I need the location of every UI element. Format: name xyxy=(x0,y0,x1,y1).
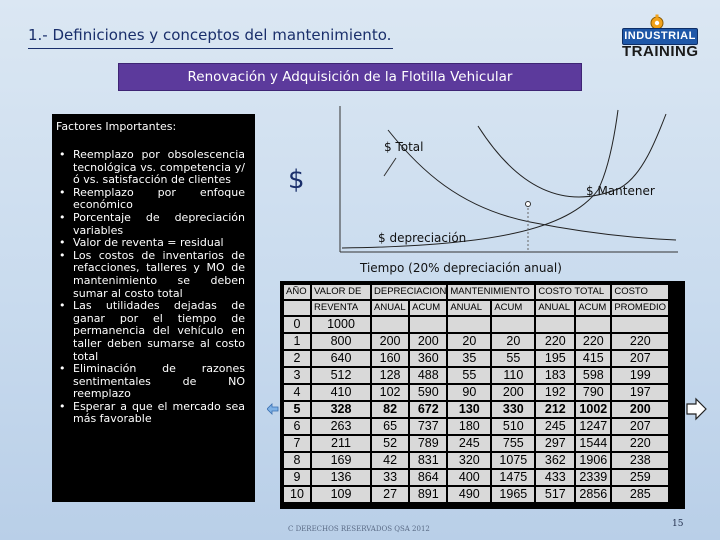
maintenance-curve xyxy=(342,110,618,248)
factor-item: • Eliminación de razones sentimentales de NO reemplazo xyxy=(59,362,245,401)
table-cell: 800 xyxy=(312,334,370,349)
table-subheader-cell: ANUAL xyxy=(372,301,408,315)
table-cell: 238 xyxy=(612,453,668,468)
table-cell: 410 xyxy=(312,385,370,400)
table-cell: 2339 xyxy=(576,470,610,485)
bullet-icon: • xyxy=(59,236,66,250)
table-cell: 245 xyxy=(448,436,490,451)
table-cell: 27 xyxy=(372,487,408,502)
table-cell: 200 xyxy=(372,334,408,349)
table-cell: 192 xyxy=(536,385,574,400)
table-header-cell: MANTENIMIENTO xyxy=(448,285,534,299)
industrial-training-logo xyxy=(618,14,699,60)
table-cell: 65 xyxy=(372,419,408,434)
table-cell: 55 xyxy=(448,368,490,383)
table-cell: 33 xyxy=(372,470,408,485)
table-cell: 512 xyxy=(312,368,370,383)
table-cell: 220 xyxy=(612,334,668,349)
bullet-icon: • xyxy=(59,248,66,262)
table-row xyxy=(284,368,668,383)
table-cell: 328 xyxy=(312,402,370,417)
table-cell: 136 xyxy=(312,470,370,485)
title-underline xyxy=(28,48,393,49)
table-cell: 3 xyxy=(284,368,310,383)
table-row xyxy=(284,419,668,434)
table-cell: 90 xyxy=(448,385,490,400)
table-cell: 297 xyxy=(536,436,574,451)
table-header-cell: AÑO xyxy=(284,285,310,299)
table-cell: 128 xyxy=(372,368,408,383)
table-cell: 4 xyxy=(284,385,310,400)
table-subheader-cell xyxy=(284,301,310,315)
table-cell xyxy=(448,317,490,332)
table-cell: 130 xyxy=(448,402,490,417)
table-cell: 517 xyxy=(536,487,574,502)
table-cell: 7 xyxy=(284,436,310,451)
table-cell: 1906 xyxy=(576,453,610,468)
table-cell: 263 xyxy=(312,419,370,434)
table-cell: 207 xyxy=(612,419,668,434)
section-subtitle: Renovación y Adquisición de la Flotilla Vehicular xyxy=(118,63,582,91)
table-cell: 433 xyxy=(536,470,574,485)
table-cell xyxy=(492,317,534,332)
factor-item: • Reemplazo por obsolescencia tecnológica vs. competencia y/ó vs. satisfacción de clientes xyxy=(59,148,245,187)
table-cell: 864 xyxy=(410,470,446,485)
table-subheader-cell: REVENTA xyxy=(312,301,370,315)
table-cell: 8 xyxy=(284,453,310,468)
table-cell: 320 xyxy=(448,453,490,468)
table-cell: 82 xyxy=(372,402,408,417)
table-cell: 35 xyxy=(448,351,490,366)
table-cell: 362 xyxy=(536,453,574,468)
table-header-row xyxy=(284,285,668,299)
table-subheader-cell: ACUM xyxy=(410,301,446,315)
table-cell: 42 xyxy=(372,453,408,468)
table-cell: 0 xyxy=(284,317,310,332)
table-cell: 1965 xyxy=(492,487,534,502)
table-header-cell: DEPRECIACION xyxy=(374,286,447,297)
table-cell xyxy=(576,317,610,332)
chart-label-mantener: $ Mantener xyxy=(586,184,655,198)
table-cell: 160 xyxy=(372,351,408,366)
table-cell: 510 xyxy=(492,419,534,434)
page-number: 15 xyxy=(672,519,684,529)
table-cell: 831 xyxy=(410,453,446,468)
table-cell xyxy=(612,317,668,332)
chart-xlabel: Tiempo (20% depreciación anual) xyxy=(360,261,562,275)
table-cell: 1000 xyxy=(312,317,370,332)
table-subheader-cell: PROMEDIO xyxy=(612,301,668,315)
table-row xyxy=(284,351,668,366)
table-cell: 197 xyxy=(612,385,668,400)
table-cell: 2 xyxy=(284,351,310,366)
table-cell: 1075 xyxy=(492,453,534,468)
table-cell: 790 xyxy=(576,385,610,400)
table-subheader-row xyxy=(284,301,668,315)
table-cell: 183 xyxy=(536,368,574,383)
table-cell: 207 xyxy=(612,351,668,366)
table-cell: 1247 xyxy=(576,419,610,434)
table-cell: 212 xyxy=(536,402,574,417)
table-cell: 200 xyxy=(612,402,668,417)
table-cell: 102 xyxy=(372,385,408,400)
table-cell: 10 xyxy=(284,487,310,502)
table-cell: 1544 xyxy=(576,436,610,451)
table-subheader-cell: ANUAL xyxy=(536,301,574,315)
logo-word: TRAINING xyxy=(622,43,699,60)
chart-label-total: $ Total xyxy=(384,140,424,154)
factor-item: • Las utilidades dejadas de ganar por el tiempo de permanencia del vehículo en taller deben sumarse al costo total xyxy=(59,299,245,363)
table-cell: 200 xyxy=(410,334,446,349)
table-cell: 180 xyxy=(448,419,490,434)
table-row xyxy=(284,487,668,502)
table-cell: 6 xyxy=(284,419,310,434)
table-cell: 52 xyxy=(372,436,408,451)
table-header-cell: VALOR DE xyxy=(312,285,370,299)
cost-curve-diagram xyxy=(280,100,680,278)
table-cell: 200 xyxy=(492,385,534,400)
table-cell: 400 xyxy=(448,470,490,485)
table-cell: 285 xyxy=(612,487,668,502)
bullet-icon: • xyxy=(59,362,66,376)
table-cell: 789 xyxy=(410,436,446,451)
table-cell: 109 xyxy=(312,487,370,502)
table-cell: 245 xyxy=(536,419,574,434)
table-cell: 640 xyxy=(312,351,370,366)
table-cell: 195 xyxy=(536,351,574,366)
bullet-icon: • xyxy=(59,399,66,413)
table-subheader-cell: ACUM xyxy=(576,301,610,315)
table-cell: 110 xyxy=(492,368,534,383)
chart-label-depreciacion: $ depreciación xyxy=(378,231,467,245)
table-cell: 199 xyxy=(612,368,668,383)
table-cell: 169 xyxy=(312,453,370,468)
table-cell: 1475 xyxy=(492,470,534,485)
table-cell: 9 xyxy=(284,470,310,485)
table-cell: 220 xyxy=(576,334,610,349)
table-cell: 360 xyxy=(410,351,446,366)
factor-item: • Esperar a que el mercado sea más favorable xyxy=(59,399,245,426)
highlight-arrow-right-icon xyxy=(686,397,708,421)
table-cell: 220 xyxy=(612,436,668,451)
cost-table xyxy=(282,283,670,504)
bullet-icon: • xyxy=(59,210,66,224)
factor-item: • Los costos de inventarios de refacciones, talleres y MO de mantenimiento se deben sumar al costo total xyxy=(59,248,245,300)
table-cell: 211 xyxy=(312,436,370,451)
copyright-footer: C DERECHOS RESERVADOS QSA 2012 xyxy=(288,525,430,533)
table-cell: 891 xyxy=(410,487,446,502)
factors-heading: Factores Importantes: xyxy=(56,120,177,133)
factor-item: • Porcentaje de depreciación variables xyxy=(59,210,245,237)
table-row xyxy=(284,317,668,332)
table-header-cell: COSTO xyxy=(612,285,668,299)
table-cell: 737 xyxy=(410,419,446,434)
table-cell: 2856 xyxy=(576,487,610,502)
logo-badge: INDUSTRIAL xyxy=(622,28,698,45)
factors-panel xyxy=(52,114,255,502)
table-cell: 755 xyxy=(492,436,534,451)
table-row xyxy=(284,436,668,451)
table-row xyxy=(284,453,668,468)
table-cell: 415 xyxy=(576,351,610,366)
table-cell: 20 xyxy=(492,334,534,349)
table-cell: 672 xyxy=(410,402,446,417)
table-cell: 55 xyxy=(492,351,534,366)
table-row xyxy=(284,334,668,349)
table-cell: 330 xyxy=(492,402,534,417)
page-title: 1.- Definiciones y conceptos del mantenimiento. xyxy=(28,26,392,44)
table-cell xyxy=(536,317,574,332)
table-row xyxy=(284,470,668,485)
table-cell: 20 xyxy=(448,334,490,349)
table-cell xyxy=(410,317,446,332)
bullet-icon: • xyxy=(59,185,66,199)
table-cell: 590 xyxy=(410,385,446,400)
table-cell: 598 xyxy=(576,368,610,383)
table-subheader-cell: ACUM xyxy=(492,301,534,315)
table-cell: 220 xyxy=(536,334,574,349)
table-subheader-cell: ANUAL xyxy=(448,301,490,315)
table-cell: 259 xyxy=(612,470,668,485)
table-cell: 488 xyxy=(410,368,446,383)
highlight-arrow-left-icon xyxy=(267,402,279,416)
cost-table-frame xyxy=(280,281,685,509)
factor-item: • Valor de reventa = residual xyxy=(59,236,224,250)
optimum-point xyxy=(526,202,531,207)
chart-ylabel: $ xyxy=(288,165,305,195)
bullet-icon: • xyxy=(59,148,66,161)
factors-list xyxy=(52,149,255,426)
table-row xyxy=(284,385,668,400)
table-cell: 1002 xyxy=(576,402,610,417)
total-label-pointer xyxy=(384,158,396,176)
table-row xyxy=(284,402,668,417)
bullet-icon: • xyxy=(59,299,66,313)
table-cell: 5 xyxy=(284,402,310,417)
factor-item: • Reemplazo por enfoque económico xyxy=(59,185,245,212)
table-cell: 1 xyxy=(284,334,310,349)
table-cell xyxy=(372,317,408,332)
table-header-cell: COSTO TOTAL xyxy=(536,285,610,299)
table-cell: 490 xyxy=(448,487,490,502)
